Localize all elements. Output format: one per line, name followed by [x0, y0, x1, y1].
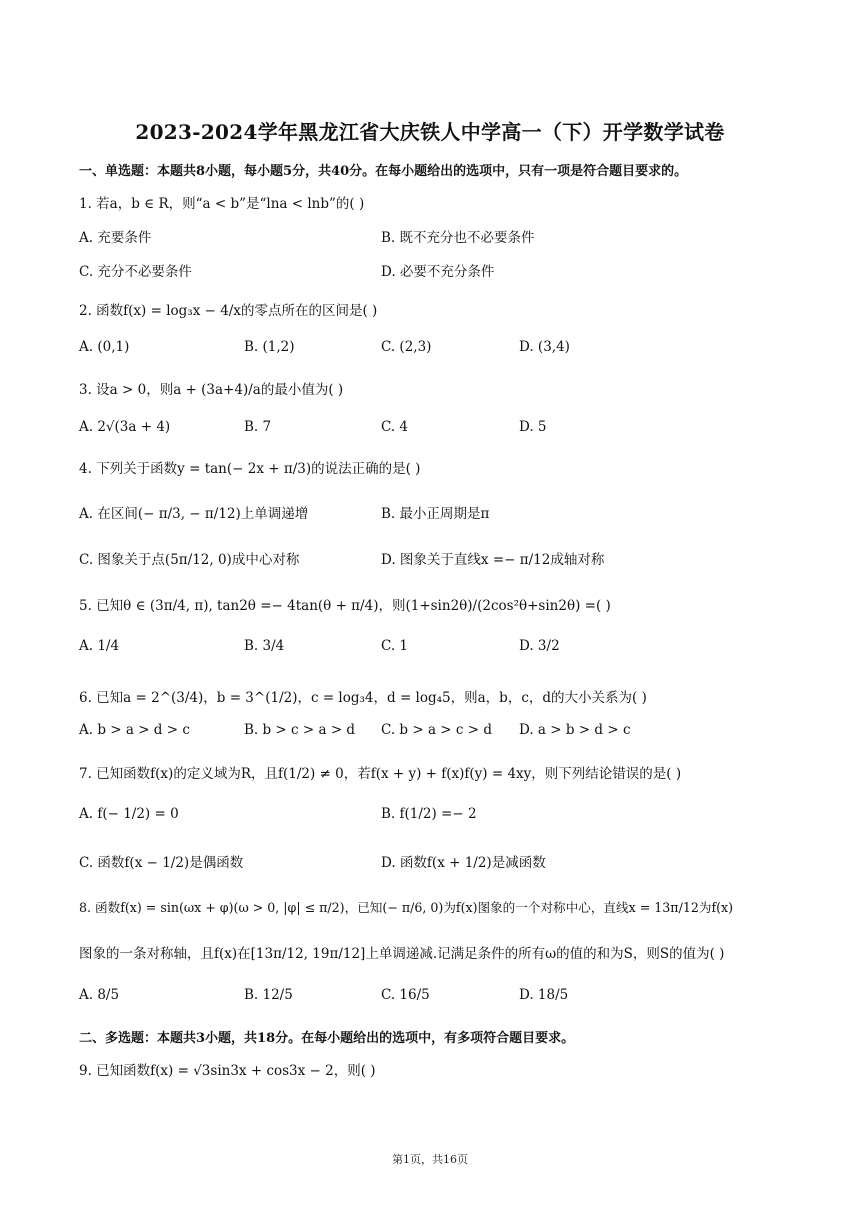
question-4-option-a: A. 在区间(− π/3, − π/12)上单调递增 [79, 506, 309, 522]
question-3-option-a: A. 2√(3a + 4) [79, 419, 171, 435]
question-4-option-c: C. 图象关于点(5π/12, 0)成中心对称 [79, 552, 300, 568]
question-6-option-c: C. b > a > c > d [381, 722, 493, 738]
question-2-option-c: C. (2,3) [381, 339, 432, 355]
page-footer: 第1页，共16页 [392, 1153, 468, 1166]
question-2-option-b: B. (1,2) [244, 339, 295, 355]
section-multiple-choice-heading: 二、多选题：本题共3小题，共18分。在每小题给出的选项中，有多项符合题目要求。 [79, 1031, 575, 1046]
section-single-choice-heading: 一、单选题：本题共8小题，每小题5分，共40分。在每小题给出的选项中，只有一项是符合题目要求的。 [79, 164, 688, 179]
question-1-option-d: D. 必要不充分条件 [381, 264, 495, 280]
question-8-stem-line-2: 图象的一条对称轴，且f(x)在[13π/12, 19π/12]上单调递减.记满足条件的所有ω的值的和为S，则S的值为( ) [79, 946, 725, 962]
question-3-option-c: C. 4 [381, 419, 409, 435]
question-4-stem: 4. 下列关于函数y = tan(− 2x + π/3)的说法正确的是( ) [79, 461, 421, 477]
question-2-stem: 2. 函数f(x) = log₃x − 4/x的零点所在的区间是( ) [79, 303, 378, 319]
question-2-option-d: D. (3,4) [519, 339, 570, 355]
question-5-option-d: D. 3/2 [519, 638, 560, 654]
question-7-option-a: A. f(− 1/2) = 0 [79, 806, 179, 822]
question-8-option-c: C. 16/5 [381, 987, 430, 1003]
question-5-option-b: B. 3/4 [244, 638, 285, 654]
question-7-option-d: D. 函数f(x + 1/2)是减函数 [381, 855, 546, 871]
question-5-option-c: C. 1 [381, 638, 409, 654]
exam-title: 2023-2024学年黑龙江省大庆铁人中学高一（下）开学数学试卷 [135, 120, 725, 144]
question-4-option-b: B. 最小正周期是π [381, 506, 490, 522]
question-7-stem: 7. 已知函数f(x)的定义域为R，且f(1/2) ≠ 0，若f(x + y) + f(x)f(y) = 4xy，则下列结论错误的是( ) [79, 766, 682, 782]
question-6-option-a: A. b > a > d > c [79, 722, 190, 738]
question-7-option-c: C. 函数f(x − 1/2)是偶函数 [79, 855, 244, 871]
question-5-stem: 5. 已知θ ∈ (3π/4, π), tan2θ =− 4tan(θ + π/4)，则(1+sin2θ)/(2cos²θ+sin2θ) =( ) [79, 598, 611, 614]
question-6-option-d: D. a > b > d > c [519, 722, 631, 738]
question-7-option-b: B. f(1/2) =− 2 [381, 806, 477, 822]
question-6-option-b: B. b > c > a > d [244, 722, 356, 738]
question-1-option-b: B. 既不充分也不必要条件 [381, 230, 535, 246]
question-1-stem: 1. 若a，b ∈ R，则“a < b”是“lna < lnb”的( ) [79, 196, 365, 212]
question-3-stem: 3. 设a > 0，则a + (3a+4)/a的最小值为( ) [79, 382, 344, 398]
question-3-option-b: B. 7 [244, 419, 272, 435]
question-1-option-c: C. 充分不必要条件 [79, 264, 192, 280]
question-3-option-d: D. 5 [519, 419, 547, 435]
question-6-stem: 6. 已知a = 2^(3/4)，b = 3^(1/2)，c = log₃4，d = log₄5，则a，b，c，d的大小关系为( ) [79, 690, 647, 706]
question-1-option-a: A. 充要条件 [79, 230, 152, 246]
question-2-option-a: A. (0,1) [79, 339, 130, 355]
question-8-option-b: B. 12/5 [244, 987, 293, 1003]
question-9-stem: 9. 已知函数f(x) = √3sin3x + cos3x − 2，则( ) [79, 1063, 376, 1079]
question-4-option-d: D. 图象关于直线x =− π/12成轴对称 [381, 552, 605, 568]
question-8-option-d: D. 18/5 [519, 987, 569, 1003]
question-8-stem-line-1: 8. 函数f(x) = sin(ωx + φ)(ω > 0, |φ| ≤ π/2)，已知(− π/6, 0)为f(x)图象的一个对称中心，直线x = 13π/12为f(x) [79, 900, 734, 915]
question-8-option-a: A. 8/5 [79, 987, 120, 1003]
question-5-option-a: A. 1/4 [79, 638, 120, 654]
